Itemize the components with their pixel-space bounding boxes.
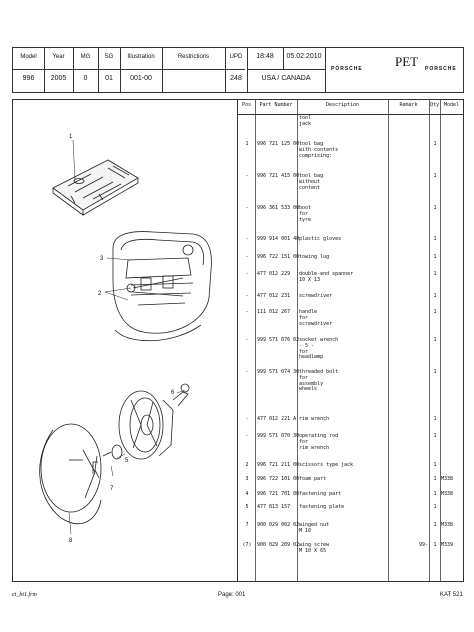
footer-form-id: et_bt1.frm xyxy=(12,592,37,598)
row-pos: 1 xyxy=(245,141,249,147)
header-time: 18:48 xyxy=(256,53,274,60)
row-pos: 4 xyxy=(245,491,249,497)
footer-page-number: Page: 001 xyxy=(218,592,246,598)
row-description: socket wrench - 5 - for headlamp xyxy=(299,337,339,361)
callout-6: 6 xyxy=(171,390,175,396)
col-header-qty: Qty xyxy=(429,102,440,108)
row-qty: 1 xyxy=(433,462,437,468)
header-mg xyxy=(73,48,99,92)
row-qty: 1 xyxy=(433,369,437,375)
header-region: USA / CANADA xyxy=(261,75,311,82)
header-value: 01 xyxy=(105,75,113,82)
header-value: 996 xyxy=(22,75,35,82)
exploded-illustration xyxy=(13,100,238,581)
row-description: scissors type jack xyxy=(299,462,354,468)
row-part-number: 477 012 231 xyxy=(257,293,291,299)
row-pos: - xyxy=(245,369,249,375)
row-part-number: 477 813 157 xyxy=(257,504,291,510)
row-qty: 1 xyxy=(433,309,437,315)
row-pos: - xyxy=(245,236,249,242)
row-part-number: 999 571 076 02 xyxy=(257,337,300,343)
header-value: 248 xyxy=(230,75,242,82)
row-qty: 1 xyxy=(433,236,437,242)
header-label: UPD xyxy=(229,54,243,60)
row-qty: 1 xyxy=(433,491,437,497)
row-description: threaded bolt for assembly wheels xyxy=(299,369,339,393)
row-description: tool jack xyxy=(299,115,312,127)
row-pos: 2 xyxy=(245,462,249,468)
col-header-pos: Pos xyxy=(241,102,252,108)
row-description: handle for screwdriver xyxy=(299,309,333,327)
callout-7: 7 xyxy=(110,486,114,492)
row-description: double-end spanner 10 X 13 xyxy=(299,271,354,283)
row-qty: 1 xyxy=(433,542,437,548)
row-part-number: 996 721 211 00 xyxy=(257,462,300,468)
row-description: fastening plate xyxy=(299,504,345,510)
callout-2: 2 xyxy=(98,291,102,297)
row-qty: 1 xyxy=(433,337,437,343)
row-pos: - xyxy=(245,293,249,299)
row-pos: 7 xyxy=(245,522,249,528)
row-model: M339 xyxy=(441,542,454,548)
header-restrictions xyxy=(162,48,226,92)
row-part-number: 999 571 070 30 xyxy=(257,433,300,439)
row-qty: 1 xyxy=(433,254,437,260)
porsche-logo-left: PORSCHE xyxy=(331,66,363,72)
header-date: 05.02.2010 xyxy=(286,53,322,60)
row-description: towing lug xyxy=(299,254,330,260)
row-description: wing screw M 10 X 65 xyxy=(299,542,330,554)
row-description: screwdriver xyxy=(299,293,333,299)
row-pos: (7) xyxy=(242,542,252,548)
tool-bag-drawing xyxy=(53,160,138,215)
row-part-number: 996 721 125 00 xyxy=(257,141,300,147)
row-part-number: 900 029 002 02 xyxy=(257,522,300,528)
wheel-drawing xyxy=(93,384,189,478)
row-description: tool bag without content xyxy=(299,173,324,191)
parts-table xyxy=(238,100,463,581)
jack-well-drawing xyxy=(113,232,211,341)
tyre-boot-drawing xyxy=(40,424,101,524)
row-pos: - xyxy=(245,337,249,343)
row-part-number: 996 721 701 00 xyxy=(257,491,300,497)
callout-8: 8 xyxy=(69,538,73,544)
porsche-logo-right: PORSCHE xyxy=(425,66,457,72)
row-part-number: 996 721 415 00 xyxy=(257,173,300,179)
footer-catalog-id: KAT 521 xyxy=(440,592,463,598)
row-qty: 1 xyxy=(433,416,437,422)
row-part-number: 996 361 533 00 xyxy=(257,205,300,211)
row-part-number: 999 914 001 40 xyxy=(257,236,300,242)
header-label: Illustration xyxy=(127,54,155,60)
row-description: foam part xyxy=(299,476,327,482)
header-time-cell xyxy=(247,48,284,70)
row-part-number: 477 012 221 A xyxy=(257,416,297,422)
header-label: Restrictions xyxy=(177,54,210,60)
row-qty: 1 xyxy=(433,205,437,211)
header-value: 2005 xyxy=(50,75,67,82)
row-pos: - xyxy=(245,416,249,422)
row-qty: 1 xyxy=(433,504,437,510)
col-header-model: Model xyxy=(443,102,460,108)
row-qty: 1 xyxy=(433,173,437,179)
header-value: 0 xyxy=(83,75,88,82)
row-pos: 3 xyxy=(245,476,249,482)
row-pos: - xyxy=(245,433,249,439)
row-qty: 1 xyxy=(433,271,437,277)
header-label: SG xyxy=(104,54,114,60)
header-year xyxy=(44,48,74,92)
row-qty: 1 xyxy=(433,293,437,299)
header-rule xyxy=(238,114,463,115)
row-description: tool bag with contents comprising: xyxy=(299,141,339,159)
illustration-svg xyxy=(13,100,237,581)
row-qty: 1 xyxy=(433,433,437,439)
header-sg xyxy=(98,48,121,92)
row-description: rim wrench xyxy=(299,416,330,422)
row-description: winged nut M 10 xyxy=(299,522,330,534)
row-part-number: 996 722 101 00 xyxy=(257,476,300,482)
row-qty: 1 xyxy=(433,141,437,147)
header-value: 001-00 xyxy=(130,75,152,82)
row-qty: 1 xyxy=(433,522,437,528)
row-pos: - xyxy=(245,205,249,211)
row-pos: 5 xyxy=(245,504,249,510)
row-pos: - xyxy=(245,254,249,260)
callout-3: 3 xyxy=(100,256,104,262)
header-grid xyxy=(12,47,464,93)
row-model: M338 xyxy=(441,522,454,528)
header-upd xyxy=(225,48,248,92)
catalog-page xyxy=(12,99,464,582)
app-title: PET xyxy=(395,54,419,69)
header-label: MG xyxy=(80,54,91,60)
row-pos: - xyxy=(245,173,249,179)
row-description: operating rod for rim wrench xyxy=(299,433,339,451)
column-divider xyxy=(255,100,256,581)
row-description: plastic gloves xyxy=(299,236,342,242)
header-illustration xyxy=(120,48,163,92)
header-label: Year xyxy=(52,54,65,60)
row-pos: - xyxy=(245,309,249,315)
column-divider xyxy=(440,100,441,581)
header-label: Model xyxy=(20,54,37,60)
row-description: boot for tyre xyxy=(299,205,312,223)
header-date-cell xyxy=(283,48,326,70)
callout-5: 5 xyxy=(125,458,129,464)
row-description: fastening part xyxy=(299,491,342,497)
col-header-part-number: Part Number xyxy=(259,102,293,108)
row-part-number: 477 012 229 xyxy=(257,271,291,277)
row-part-number: 900 029 209 02 xyxy=(257,542,300,548)
row-part-number: 111 012 267 xyxy=(257,309,291,315)
col-header-remark: Remark xyxy=(399,102,418,108)
header-model xyxy=(13,48,45,92)
row-remark: 99- xyxy=(418,542,428,548)
callout-1: 1 xyxy=(69,134,73,140)
row-part-number: 996 722 151 00 xyxy=(257,254,300,260)
row-qty: 1 xyxy=(433,476,437,482)
row-model: M338 xyxy=(441,476,454,482)
row-pos: - xyxy=(245,271,249,277)
col-header-description: Description xyxy=(325,102,360,108)
row-part-number: 999 571 074 30 xyxy=(257,369,300,375)
row-model: M338 xyxy=(441,491,454,497)
header-region-cell xyxy=(247,70,326,92)
